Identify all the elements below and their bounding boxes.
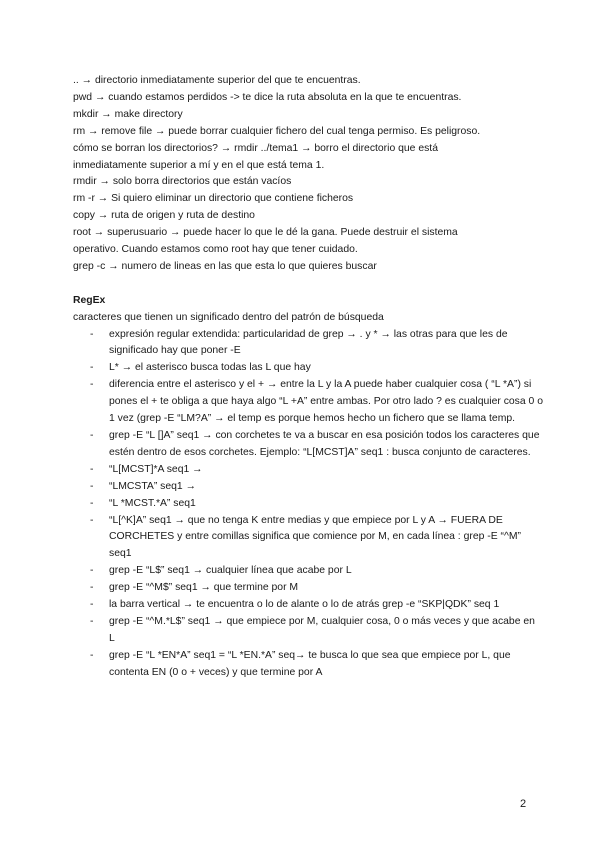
text-line: pwd → cuando estamos perdidos -> te dice la ruta absoluta en la que te encuentras. bbox=[73, 91, 462, 103]
list-item bbox=[73, 462, 543, 479]
text-line: root → superusuario → puede hacer lo que le dé la gana. Puede destruir el sistema bbox=[73, 227, 458, 239]
list-item bbox=[73, 428, 543, 462]
section-heading: RegEx bbox=[73, 294, 106, 306]
bullet-dash: - bbox=[90, 599, 94, 611]
list-item-text: “LMCSTA” seq1 → bbox=[109, 480, 196, 492]
bullet-dash: - bbox=[90, 582, 94, 594]
list-item bbox=[73, 360, 543, 377]
bullet-dash: - bbox=[90, 463, 94, 475]
bullet-dash: - bbox=[90, 328, 94, 340]
text-line: operativo. Cuando estamos como root hay que tener cuidado. bbox=[73, 244, 358, 256]
text-line: rmdir → solo borra directorios que están vacíos bbox=[73, 176, 292, 188]
bullet-dash: - bbox=[90, 514, 94, 526]
bullet-dash: - bbox=[90, 430, 94, 442]
bullet-dash: - bbox=[90, 497, 94, 509]
list-item bbox=[73, 580, 543, 597]
list-item bbox=[73, 479, 543, 496]
list-item bbox=[73, 377, 543, 428]
list-item bbox=[73, 513, 543, 564]
list-item bbox=[73, 563, 543, 580]
bullet-dash: - bbox=[90, 480, 94, 492]
list-item-text: “L[MCST]*A seq1 → bbox=[109, 463, 203, 475]
list-item-text: grep -E “^M.*L$” seq1 → que empiece por M, cualquier cosa, 0 o más veces y que acabe en L bbox=[109, 615, 535, 644]
text-line: rm → remove file → puede borrar cualquier fichero del cual tenga permiso. Es peligroso. bbox=[73, 125, 481, 137]
list-item bbox=[73, 327, 543, 361]
document-page bbox=[73, 73, 543, 682]
list-item-text: “L *MCST.*A” seq1 bbox=[109, 497, 196, 509]
text-line: inmediatamente superior a mí y en el que está tema 1. bbox=[73, 159, 325, 171]
text-line: copy → ruta de origen y ruta de destino bbox=[73, 210, 255, 222]
page-number: 2 bbox=[520, 798, 527, 810]
list-item bbox=[73, 614, 543, 648]
list-item-text: diferencia entre el asterisco y el + → entre la L y la A puede haber cualquier cosa ( “L *A”) si pones el + te obliga a que haya algo “L +A” entre ambas. Por otro lado ? es cualquier cosa 0 o 1 vez (grep -E “LM?A” → el temp es porque hemos hecho un fichero que se llama temp. bbox=[109, 379, 543, 425]
list-item bbox=[73, 496, 543, 513]
text-line: grep -c → numero de lineas en las que esta lo que quieres buscar bbox=[73, 260, 377, 272]
list-item bbox=[73, 597, 543, 614]
bullet-dash: - bbox=[90, 649, 94, 661]
list-item bbox=[73, 648, 543, 682]
bullet-dash: - bbox=[90, 379, 94, 391]
list-item-text: L* → el asterisco busca todas las L que hay bbox=[109, 362, 311, 374]
spacer bbox=[73, 276, 543, 293]
list-item-text: grep -E “L$” seq1 → cualquier línea que acabe por L bbox=[109, 565, 352, 577]
text-line: rm -r → Si quiero eliminar un directorio que contiene ficheros bbox=[73, 193, 354, 205]
list-item-text: “L[^K]A” seq1 → que no tenga K entre medias y que empiece por L y A → FUERA DE CORCHETES y entre comillas significa que comience por M, en cada línea : grep -E “^M” seq1 bbox=[109, 514, 521, 560]
bullet-dash: - bbox=[90, 565, 94, 577]
list-item-text: grep -E “L *EN*A” seq1 = “L *EN.*A” seq→ te busca lo que sea que empiece por L, que contenta EN (0 o + veces) y que termine por A bbox=[109, 649, 511, 678]
bullet-dash: - bbox=[90, 615, 94, 627]
text-line: .. → directorio inmediatamente superior del que te encuentras. bbox=[73, 75, 361, 86]
regex-list bbox=[73, 327, 543, 682]
section-intro: caracteres que tienen un significado dentro del patrón de búsqueda bbox=[73, 311, 384, 323]
list-item-text: la barra vertical → te encuentra o lo de alante o lo de atrás grep -e “SKP|QDK” seq 1 bbox=[109, 599, 500, 611]
list-item-text: expresión regular extendida: particularidad de grep → . y * → las otras para que les de significado hay que poner -E bbox=[109, 328, 508, 357]
list-item-text: grep -E “^M$” seq1 → que termine por M bbox=[109, 582, 299, 594]
bullet-dash: - bbox=[90, 362, 94, 374]
list-item-text: grep -E “L []A” seq1 → con corchetes te va a buscar en esa posición todos los caracteres que estén dentro de esos corchetes. Ejemplo: “L[MCST]A” seq1 : busca conjunto de caracteres. bbox=[109, 430, 540, 458]
text-line: cómo se borran los directorios? → rmdir ../tema1 → borro el directorio que está bbox=[73, 142, 438, 154]
text-line: mkdir → make directory bbox=[73, 108, 183, 120]
